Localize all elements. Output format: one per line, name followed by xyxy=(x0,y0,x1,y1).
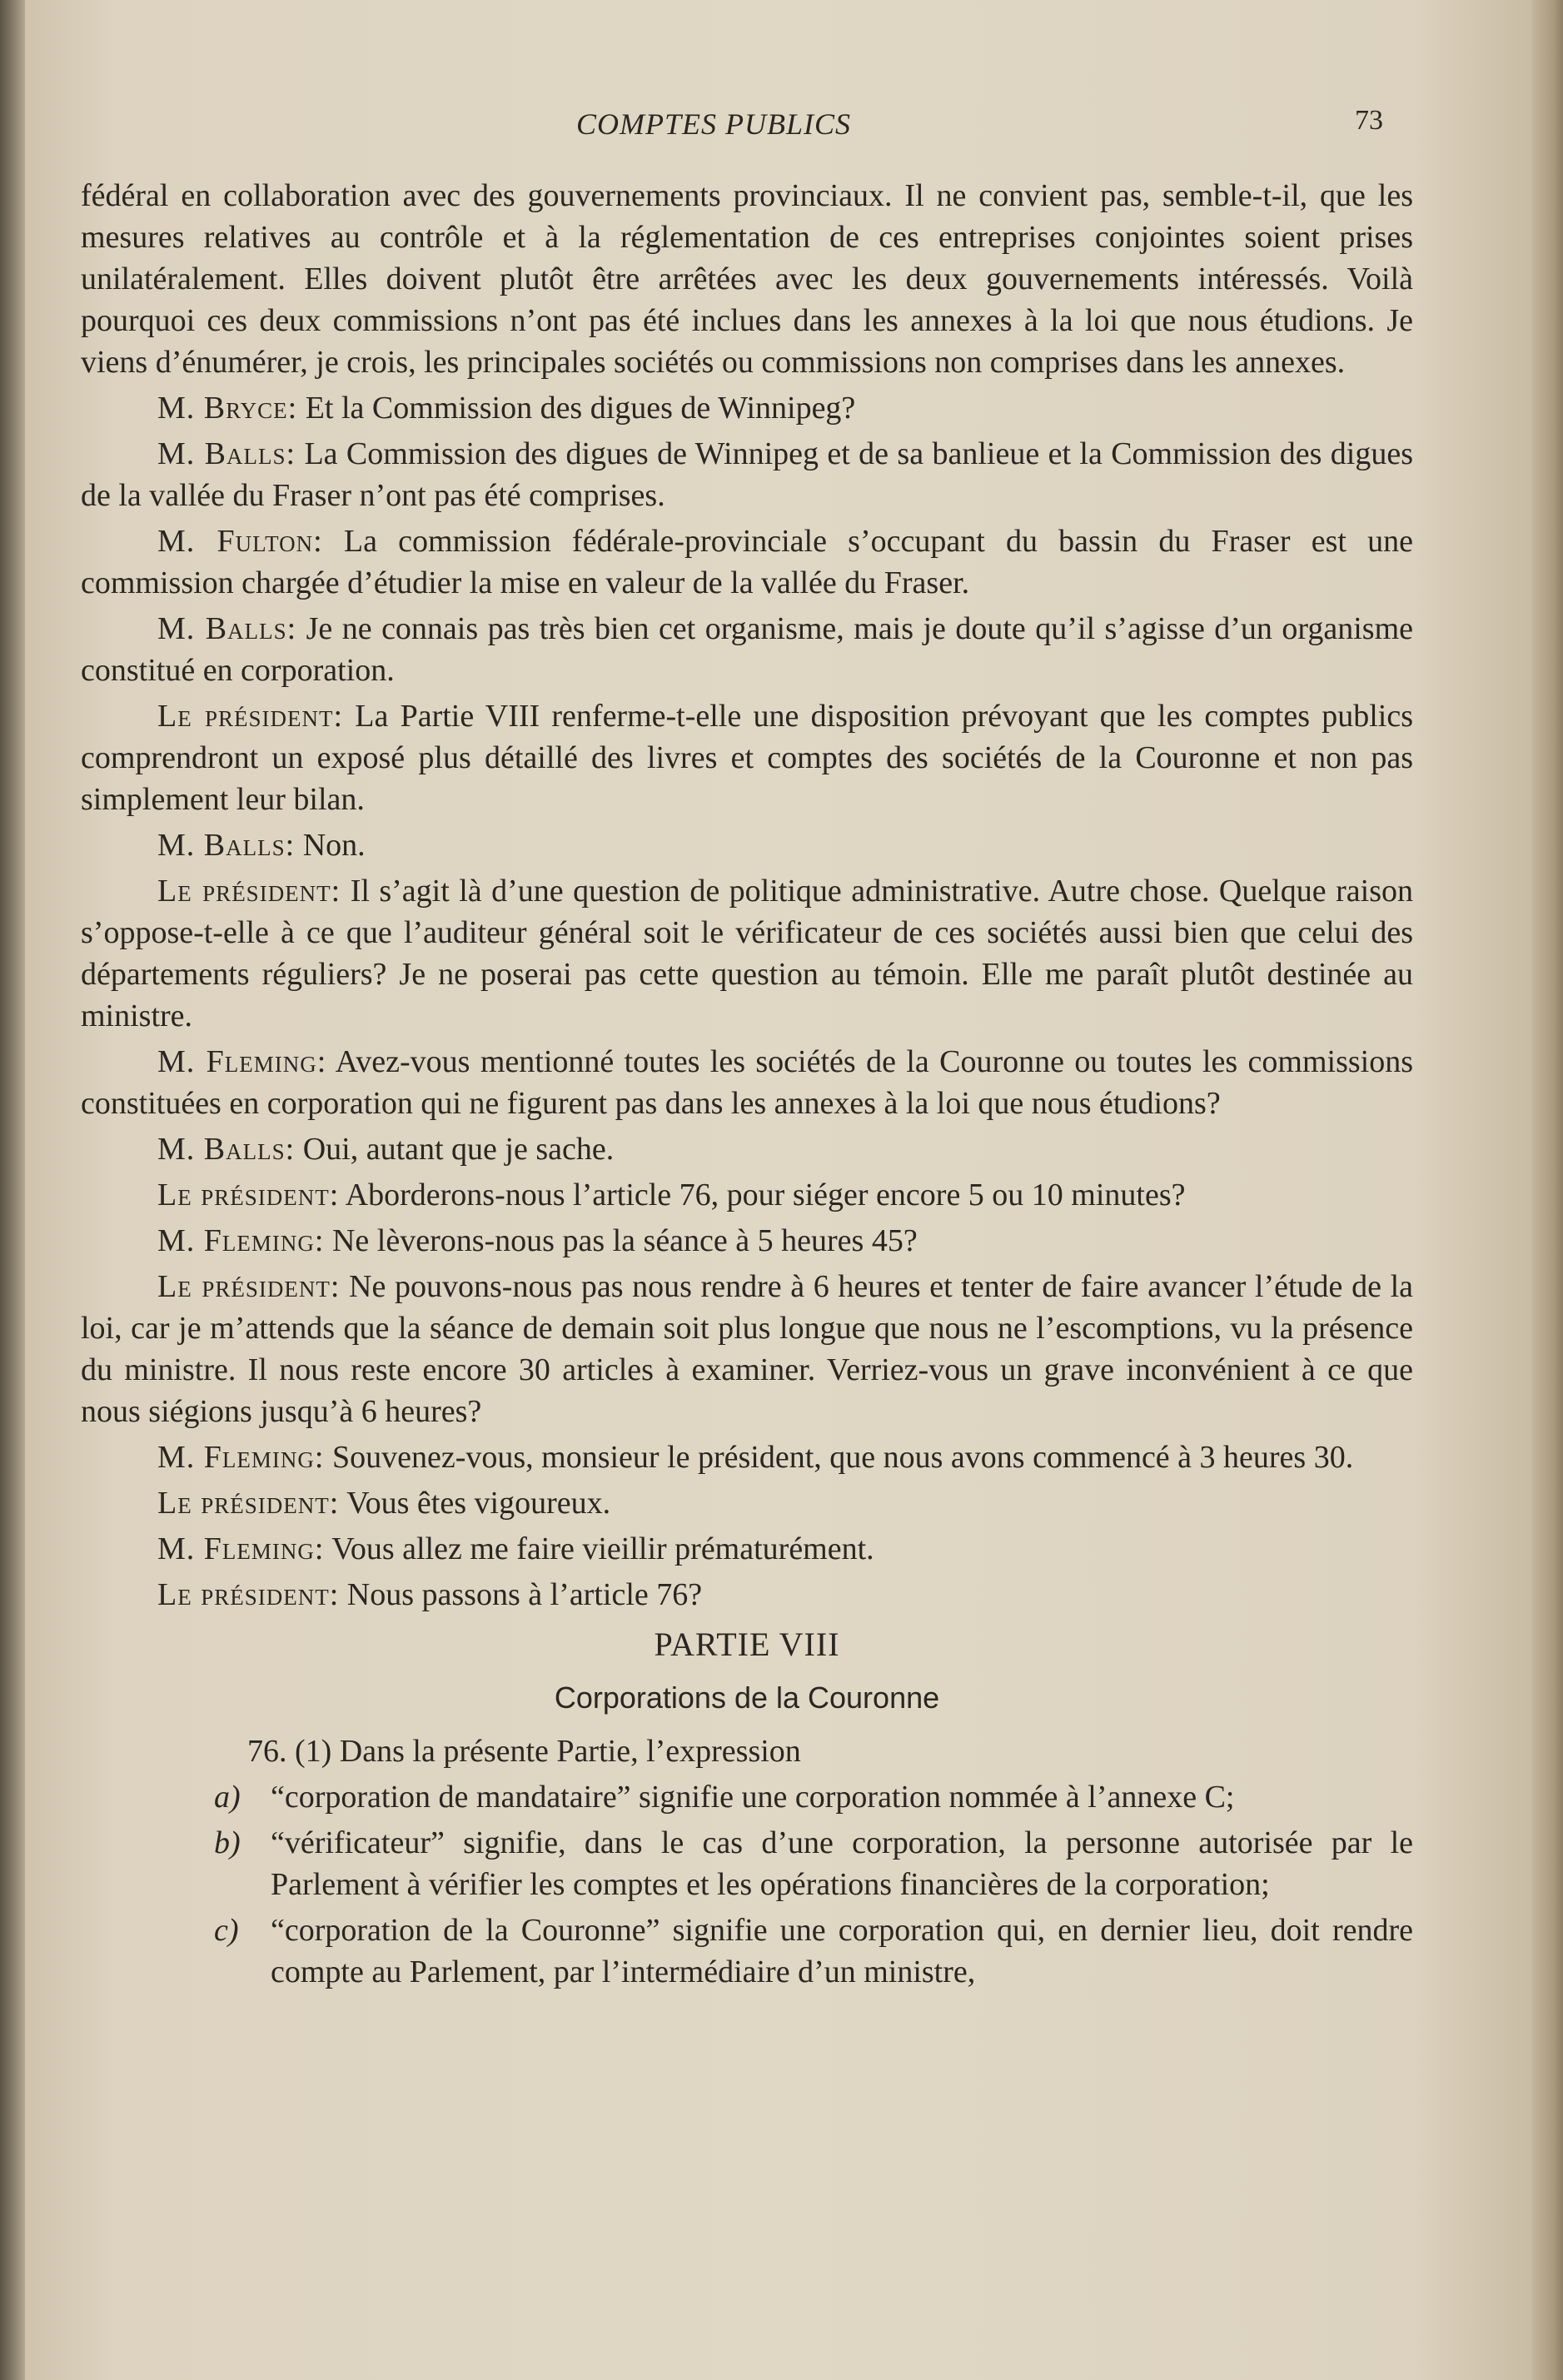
dialogue-text: Il s’agit là d’une question de politique administrative. Autre chose. Quelque raison s’oppose-t-elle à ce que l’auditeur général soit le vérificateur de ces sociétés aussi bien que celui des départements réguliers? Je ne poserai pas cette question au témoin. Elle me paraît plutôt destinée au ministre. xyxy=(81,874,1413,1033)
article-intro: 76. (1) Dans la présente Partie, l’expression xyxy=(247,1734,801,1769)
page-body xyxy=(81,175,1413,1997)
dialogue-text: La commission fédérale-provinciale s’occupant du bassin du Fraser est une commission chargée d’étudier la mise en valeur de la vallée du Fraser. xyxy=(81,524,1413,600)
page-number: 73 xyxy=(1355,105,1383,136)
dialogue-text: Oui, autant que je sache. xyxy=(295,1132,615,1167)
binding-shadow xyxy=(0,0,25,2380)
definition-text: “corporation de mandataire” signifie une corporation nommée à l’annexe C; xyxy=(271,1780,1235,1815)
dialogue-text: La Partie VIII renferme-t-elle une disposition prévoyant que les comptes publics comprendront un exposé plus détaillé des livres et comptes des sociétés de la Couronne et non pas simplement leur bilan. xyxy=(81,699,1413,817)
dialogue-line xyxy=(81,1482,1413,1524)
dialogue-line xyxy=(81,387,1413,429)
dialogue-text: Et la Commission des digues de Winnipeg? xyxy=(297,391,856,426)
speaker-name: M. Fleming: xyxy=(157,1440,325,1475)
definition-text: “vérificateur” signifie, dans le cas d’une corporation, la personne autorisée par le Parlement à vérifier les comptes et les opérations financières de la corporation; xyxy=(271,1825,1413,1902)
dialogue-line xyxy=(81,1436,1413,1478)
definition-label: b) xyxy=(214,1825,241,1860)
page-edge xyxy=(1532,0,1563,2380)
dialogue-text: Je ne connais pas très bien cet organisme, mais je doute qu’il s’agisse d’un organisme constitué en corporation. xyxy=(81,611,1413,688)
paragraph xyxy=(81,175,1413,383)
page-header xyxy=(0,107,1563,157)
speaker-name: Le président: xyxy=(157,1178,340,1212)
dialogue-text: Aborderons-nous l’article 76, pour siéger encore 5 ou 10 minutes? xyxy=(339,1178,1186,1212)
dialogue-line xyxy=(81,1041,1413,1124)
dialogue-line xyxy=(81,608,1413,691)
definition-item xyxy=(81,1776,1413,1818)
speaker-name: M. Fleming: xyxy=(157,1531,325,1566)
speaker-name: Le président: xyxy=(157,1486,340,1521)
definition-item xyxy=(81,1822,1413,1905)
dialogue-text: Nous passons à l’article 76? xyxy=(339,1577,703,1612)
dialogue-line xyxy=(81,1266,1413,1432)
speaker-name: M. Balls: xyxy=(157,436,296,471)
dialogue-line xyxy=(81,695,1413,820)
speaker-name: Le président: xyxy=(157,1577,340,1612)
dialogue-line xyxy=(81,824,1413,866)
speaker-name: M. Fleming: xyxy=(157,1044,327,1079)
part-title: PARTIE VIII xyxy=(654,1626,840,1663)
dialogue-text: Vous allez me faire vieillir prématurément. xyxy=(324,1531,874,1566)
section-title: Corporations de la Couronne xyxy=(554,1680,940,1715)
speaker-name: M. Balls: xyxy=(157,828,296,863)
speaker-name: M. Fulton: xyxy=(157,524,323,559)
dialogue-line xyxy=(81,870,1413,1037)
dialogue-text: Souvenez-vous, monsieur le président, que nous avons commencé à 3 heures 30. xyxy=(324,1440,1354,1475)
running-title: COMPTES PUBLICS xyxy=(576,107,851,141)
speaker-name: M. Balls: xyxy=(157,611,297,646)
dialogue-text: La Commission des digues de Winnipeg et de sa banlieue et la Commission des digues de la vallée du Fraser n’ont pas été comprises. xyxy=(81,436,1413,513)
speaker-name: M. Fleming: xyxy=(157,1223,325,1258)
definition-text: “corporation de la Couronne” signifie une corporation qui, en dernier lieu, doit rendre compte au Parlement, par l’intermédiaire d’un ministre, xyxy=(271,1913,1413,1989)
dialogue-line xyxy=(81,1574,1413,1616)
dialogue-text: Non. xyxy=(295,828,366,863)
definition-item xyxy=(81,1909,1413,1993)
speaker-name: Le président: xyxy=(157,1269,341,1304)
dialogue-line xyxy=(81,1220,1413,1262)
definition-label: a) xyxy=(214,1780,241,1815)
definition-label: c) xyxy=(214,1913,239,1948)
dialogue-text: Ne pouvons-nous pas nous rendre à 6 heures et tenter de faire avancer l’étude de la loi, car je m’attends que la séance de demain soit plus longue que nous ne l’escomptions, vu la présence du ministre. Il nous reste encore 30 articles à examiner. Verriez-vous un grave inconvénient à ce que nous siégions jusqu’à 6 heures? xyxy=(81,1269,1413,1429)
speaker-name: Le président: xyxy=(157,699,344,734)
dialogue-line xyxy=(81,1128,1413,1170)
dialogue-text: Ne lèverons-nous pas la séance à 5 heures 45? xyxy=(324,1223,918,1258)
dialogue-text: Vous êtes vigoureux. xyxy=(339,1486,611,1521)
dialogue-text: Avez-vous mentionné toutes les sociétés de la Couronne ou toutes les commissions constituées en corporation qui ne figurent pas dans les annexes à la loi que nous étudions? xyxy=(81,1044,1413,1121)
dialogue-line xyxy=(81,520,1413,604)
dialogue-line xyxy=(81,1528,1413,1570)
dialogue-line xyxy=(81,433,1413,516)
paragraph-text: fédéral en collaboration avec des gouvernements provinciaux. Il ne convient pas, semble-t-il, que les mesures relatives au contrôle et à la réglementation de ces entreprises conjointes soient prises unilatéralement. Elles doivent plutôt être arrêtées avec les deux gouvernements intéressés. Voilà pourquoi ces deux commissions n’ont pas été inclues dans les annexes à la loi que nous étudions. Je viens d’énumérer, je crois, les principales sociétés ou commissions non comprises dans les annexes. xyxy=(81,178,1413,380)
speaker-name: M. Bryce: xyxy=(157,391,298,426)
dialogue-line xyxy=(81,1174,1413,1216)
speaker-name: Le président: xyxy=(157,874,341,909)
speaker-name: M. Balls: xyxy=(157,1132,296,1167)
